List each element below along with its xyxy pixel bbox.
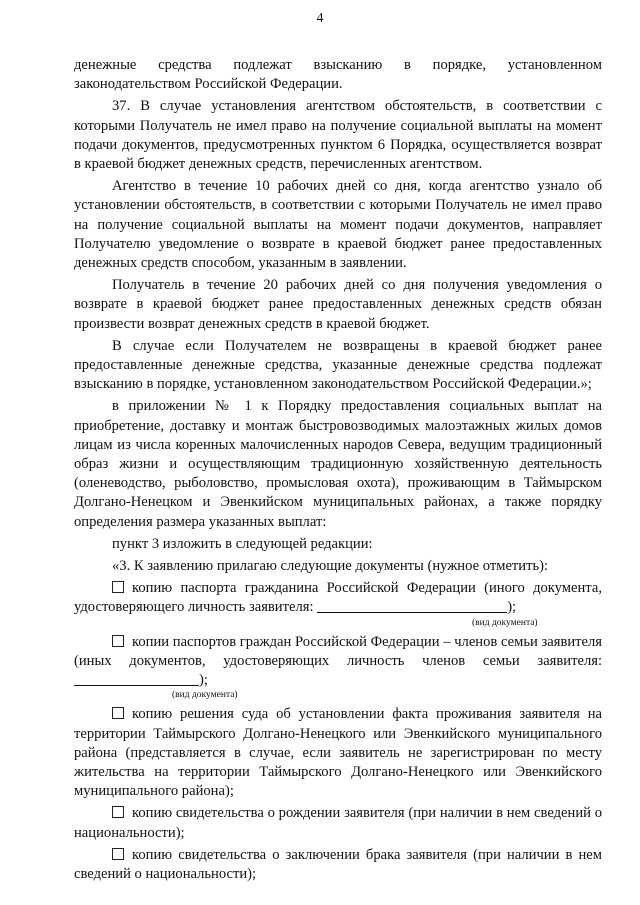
paragraph-appendix-1: в приложении № 1 к Порядку предоставления социальных выплат на приобретение, доставку и монтаж быстровозводимых малоэтажных жилых домов лицам из числа коренных малочисленных народов Севера, ведущим традиционный образ жизни и осуществляющим традиционную хозяйственную деятельность (оленеводство, рыболовство, промысловая охота), проживающим в Таймырском Долгано-Ненецком и Эвенкийском муниципальных районах, а также порядку определения размера указанных выплат: [74,398,602,530]
paragraph-clause-3-intro: пункт 3 изложить в следующей редакции: [112,535,373,552]
blank-caption-2: (вид документа) [172,690,238,701]
document-body [74,56,602,887]
checklist-item-birth-certificate [74,804,602,842]
checkbox-passport[interactable] [112,581,124,593]
checklist-item-family-passports [74,633,602,691]
paragraph-clause-37: 37. В случае установления агентством обстоятельств, в соответствии с которыми Получатель не имел право на получение социальной выплаты на момент подачи документов, предусмотренных пунктом 6 Порядка, осуществляется возврат в краевой бюджет денежных средств, перечисленных агентством. [74,98,602,173]
item-passport-text: копию паспорта гражданина Российской Федерации (иного документа, удостоверяющего личность заявителя: [74,580,602,616]
item-birth-certificate-text: копию свидетельства о рождении заявителя (при наличии в нем сведений о национальности); [74,805,602,841]
paragraph-agency-notice: Агентство в течение 10 рабочих дней со дня, когда агентство узнало об установлении обстоятельств, в соответствии с которыми Получатель не имел право на получение социальной выплаты на момент подачи документов, направляет Получателю уведомление о возврате в краевой бюджет ранее предоставленных денежных средств способом, указанным в заявлении. [74,178,602,272]
checklist-item-passport [74,579,602,617]
item-marriage-certificate-text: копию свидетельства о заключении брака заявителя (при наличии в нем сведений о национальности); [74,846,602,882]
checklist-item-court-decision [74,705,602,801]
checkbox-court-decision[interactable] [112,707,124,719]
item-family-passports-tail: ); [199,672,208,689]
document-type-blank-2[interactable] [74,672,199,686]
paragraph-collection: В случае если Получателем не возвращены в краевой бюджет ранее предоставленные денежные средства, указанные денежные средства подлежат взысканию в порядке, установленном законодательством Российской Федерации.»; [74,337,602,393]
item-passport-tail: ); [507,599,517,616]
page-number: 4 [316,11,324,26]
paragraph-recipient-return: Получатель в течение 20 рабочих дней со дня получения уведомления о возврате в краевой бюджет ранее предоставленных денежных средств обязан произвести возврат денежных средств в краевой бюджет. [74,277,602,332]
blank-caption-1: (вид документа) [472,617,538,628]
checkbox-family-passports[interactable] [112,635,124,647]
checklist-item-marriage-certificate [74,846,602,884]
document-type-blank-1[interactable] [317,599,507,613]
item-family-passports-text: копии паспортов граждан Российской Федерации – членов семьи заявителя (иных документов, удостоверяющих личность членов семьи заявителя: [74,633,602,669]
paragraph-attachments-heading: «3. К заявлению прилагаю следующие документы (нужное отметить): [112,558,549,575]
checkbox-birth-certificate[interactable] [112,806,124,818]
paragraph-continuation: денежные средства подлежат взысканию в порядке, установленном законодательством Российской Федерации. [74,57,602,93]
checkbox-marriage-certificate[interactable] [112,848,124,860]
item-court-decision-text: копию решения суда об установлении факта проживания заявителя на территории Таймырского Долгано-Ненецкого или Эвенкийского муниципального района (представляется в случае, если заявитель не зарегистрирован по месту жительства на территории Таймырского Долгано-Ненецкого или Эвенкийского муниципального района); [74,706,602,800]
